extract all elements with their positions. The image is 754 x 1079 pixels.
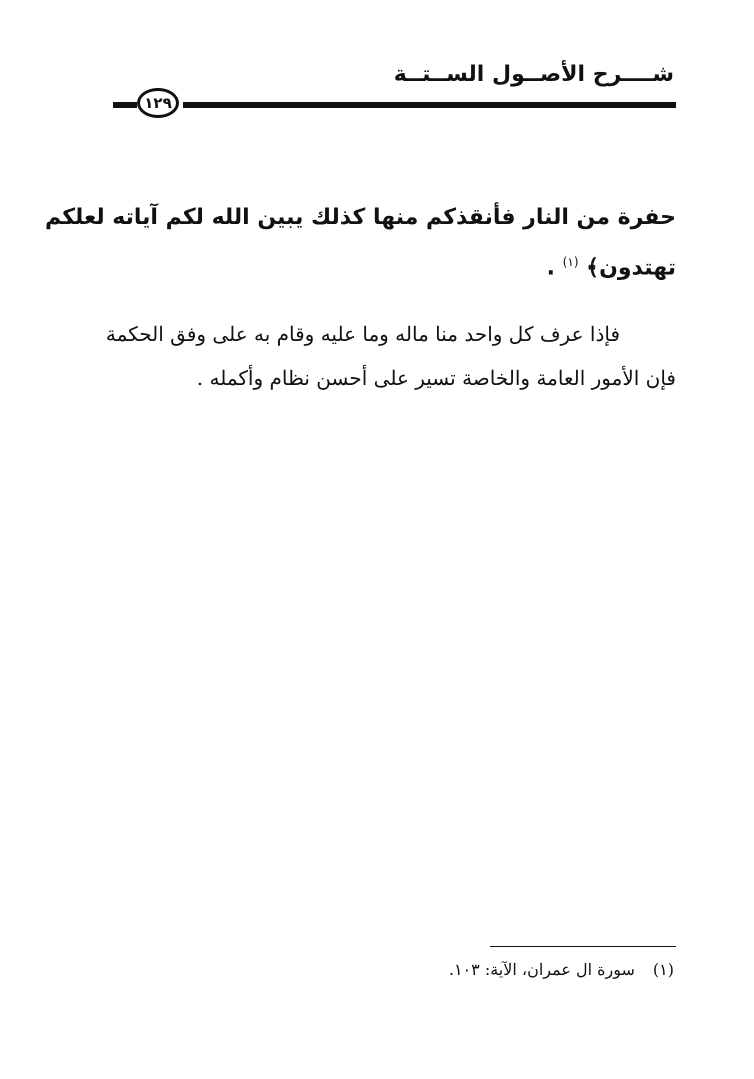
verse-line-2 — [124, 240, 676, 290]
page-number: ١٢٩ — [144, 94, 172, 112]
quran-verse — [44, 196, 676, 290]
body-paragraph — [105, 312, 676, 400]
verse-period: . — [546, 255, 563, 281]
verse-end-word: تهتدون﴾ — [586, 255, 676, 281]
footnote-rule — [490, 946, 676, 947]
footnote-number: (١) — [652, 960, 674, 979]
verse-footnote-ref: (١) — [562, 255, 579, 269]
page-number-badge — [137, 88, 179, 118]
header-title: شــــرح الأصــول الســتــة — [393, 62, 674, 87]
header-rule — [183, 102, 676, 108]
header-rule-short — [113, 102, 137, 108]
paragraph-line-2: فإن الأمور العامة والخاصة تسير على أحسن نظام وأكمله . — [196, 366, 676, 390]
verse-line-1: حفرة من النار فأنقذكم منها كذلك يبين الله لكم آياته لعلكم — [44, 205, 676, 230]
paragraph-line-1: فإذا عرف كل واحد منا ماله وما عليه وقام به على وفق الحكمة — [105, 322, 620, 346]
footnote-text: سورة ال عمران، الآية: ١٠٣. — [448, 960, 635, 979]
footnote — [449, 960, 674, 979]
